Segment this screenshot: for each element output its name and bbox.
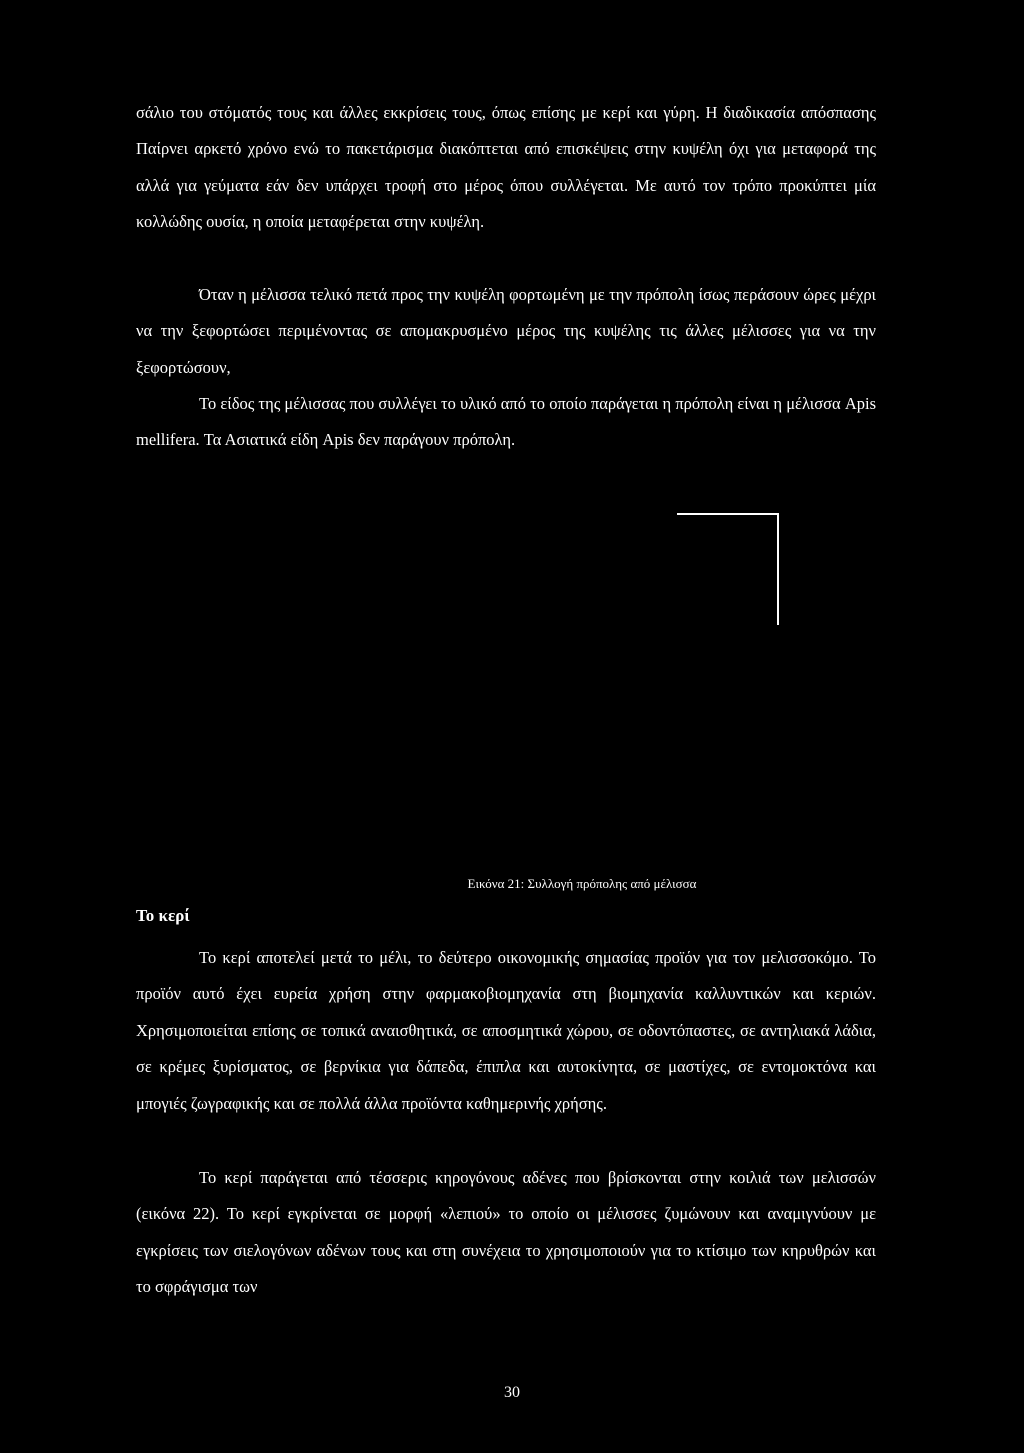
page-number: 30 xyxy=(504,1384,520,1401)
paragraph-propolis-collection: σάλιο του στόματός τους και άλλες εκκρίσεις τους, όπως επίσης με κερί και γύρη. Η διαδικασία απόσπασης Παίρνει αρκετό χρόνο ενώ το πακετάρισμα διακόπτεται από επισκέψεις στην κυψέλη όχι για μεταφορά της αλλά για γεύματα εάν δεν υπάρχει τροφή στο μέρος όπου συλλέγεται. Με αυτό τον τρόπο προκύπτει μία κολλώδης ουσία, η οποία μεταφέρεται στην κυψέλη. xyxy=(136,103,876,232)
paragraph-propolis-unloading: Όταν η μέλισσα τελικό πετά προς την κυψέλη φορτωμένη με την πρόπολη ίσως περάσουν ώρες μέχρι να την ξεφορτώσει περιμένοντας σε απομακρυσμένο μέρος της κυψέλης τις άλλες μέλισσες για να την ξεφορτώσουν, xyxy=(136,285,876,377)
paragraph-wax-uses: Το κερί αποτελεί μετά το μέλι, το δεύτερο οικονομικής σημασίας προϊόν για τον μελισσοκόμο. Το προϊόν αυτό έχει ευρεία χρήση στην φαρμακοβιομηχανία στη βιομηχανία καλλυντικών και κεριών. Χρησιμοποιείται επίσης σε τοπικά αναισθητικά, σε αποσμητικά χώρου, σε οδοντόπαστες, σε αντηλιακά λάδια, σε κρέμες ξυρίσματος, σε βερνίκια για δάπεδα, έπιπλα και αυτοκίνητα, σε μαστίχες, σε εντομοκτόνα και μπογιές ζωγραφικής και σε πολλά άλλα προϊόντα καθημερινής χρήσης. xyxy=(136,948,876,1113)
paragraph-propolis-species: Το είδος της μέλισσας που συλλέγει το υλικό από το οποίο παράγεται η πρόπολη είναι η μέλισσα Apis mellifera. Τα Ασιατικά είδη Apis δεν παράγουν πρόπολη. xyxy=(136,394,876,450)
figure-image-frame xyxy=(677,513,779,625)
figure-caption: Εικόνα 21: Συλλογή πρόπολης από μέλισσα xyxy=(467,876,697,891)
section-heading: Το κερί xyxy=(136,906,190,925)
paragraph-wax-production: Το κερί παράγεται από τέσσερις κηρογόνους αδένες που βρίσκονται στην κοιλιά των μελισσών (εικόνα 22). Το κερί εγκρίνεται σε μορφή «λεπιού» το οποίο οι μέλισσες ζυμώνουν και αναμιγνύουν με εγκρίσεις των σιελογόνων αδένων τους και στη συνέχεια το χρησιμοποιούν για το κτίσιμο των κηρυθρών και το σφράγισμα των xyxy=(136,1168,876,1297)
